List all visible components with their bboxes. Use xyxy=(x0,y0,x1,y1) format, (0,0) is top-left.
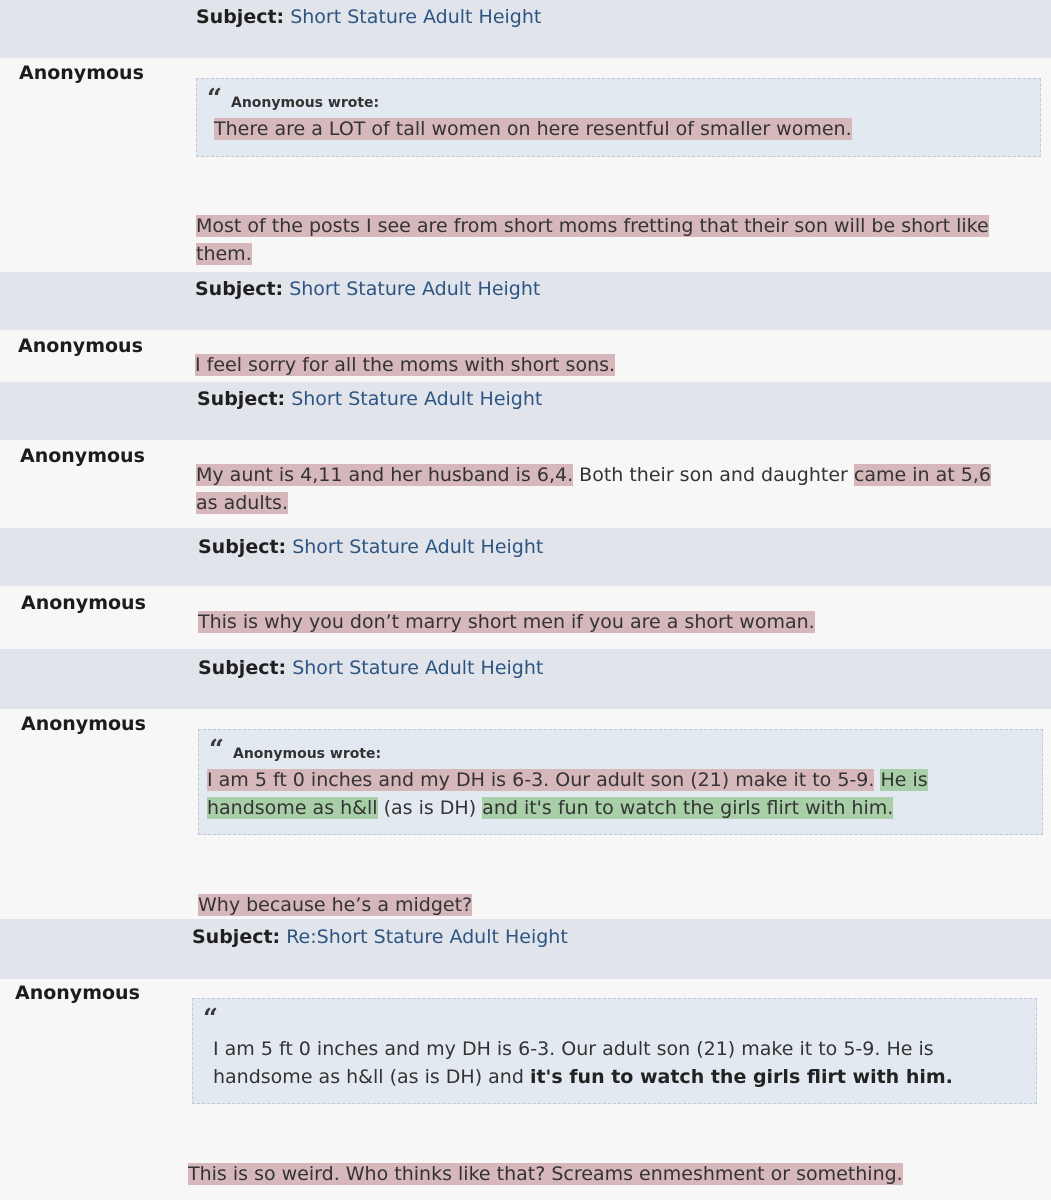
quote-mark-icon: “ xyxy=(203,1004,218,1034)
subject-link[interactable]: Short Stature Adult Height xyxy=(289,278,541,300)
post-author: Anonymous xyxy=(18,335,143,357)
post-body: I feel sorry for all the moms with short sons. xyxy=(195,354,616,376)
subject-label: Subject: xyxy=(197,388,286,410)
quote-text: There are a LOT of tall women on here resentful of smaller women. xyxy=(214,118,852,140)
subject-label: Subject: xyxy=(196,6,285,28)
quote-block xyxy=(198,729,1043,835)
post-body: Why because he’s a midget? xyxy=(198,894,473,916)
quote-mark-icon: “ xyxy=(207,84,222,114)
post-body: them. xyxy=(196,243,252,265)
post-author: Anonymous xyxy=(19,62,144,84)
post-subject xyxy=(195,278,540,300)
quote-text: handsome as h&ll (as is DH) and it's fun to watch the girls flirt with him. xyxy=(207,797,894,819)
subject-label: Subject: xyxy=(198,536,287,558)
quote-mark-icon: “ xyxy=(209,735,224,765)
subject-label: Subject: xyxy=(195,278,284,300)
post-subject xyxy=(198,536,543,558)
quote-block xyxy=(192,998,1037,1104)
post-author: Anonymous xyxy=(15,982,140,1004)
post-subject xyxy=(198,657,543,679)
post-body: Most of the posts I see are from short moms fretting that their son will be short like xyxy=(196,215,989,237)
post-body: This is so weird. Who thinks like that? Screams enmeshment or something. xyxy=(188,1163,903,1185)
post-subject xyxy=(192,926,568,948)
quote-text: I am 5 ft 0 inches and my DH is 6-3. Our adult son (21) make it to 5-9. He is xyxy=(207,769,928,791)
quote-text: handsome as h&ll (as is DH) and it's fun to watch the girls flirt with him. xyxy=(213,1066,953,1088)
post-author: Anonymous xyxy=(21,592,146,614)
subject-label: Subject: xyxy=(198,657,287,679)
subject-label: Subject: xyxy=(192,926,281,948)
post-author: Anonymous xyxy=(21,713,146,735)
subject-link[interactable]: Short Stature Adult Height xyxy=(292,536,544,558)
subject-link[interactable]: Short Stature Adult Height xyxy=(292,657,544,679)
quote-author: Anonymous wrote: xyxy=(233,746,382,762)
quote-block xyxy=(196,78,1041,157)
quote-author: Anonymous wrote: xyxy=(231,95,380,111)
post-subject xyxy=(196,6,541,28)
subject-link[interactable]: Short Stature Adult Height xyxy=(290,6,542,28)
post-body: This is why you don’t marry short men if you are a short woman. xyxy=(198,611,815,633)
post-body: My aunt is 4,11 and her husband is 6,4. Both their son and daughter came in at 5,6 xyxy=(196,464,991,486)
post-body: as adults. xyxy=(196,492,288,514)
subject-link[interactable]: Re:Short Stature Adult Height xyxy=(286,926,568,948)
post-author: Anonymous xyxy=(20,445,145,467)
quote-text: I am 5 ft 0 inches and my DH is 6-3. Our adult son (21) make it to 5-9. He is xyxy=(213,1038,934,1060)
subject-link[interactable]: Short Stature Adult Height xyxy=(291,388,543,410)
post-subject xyxy=(197,388,542,410)
